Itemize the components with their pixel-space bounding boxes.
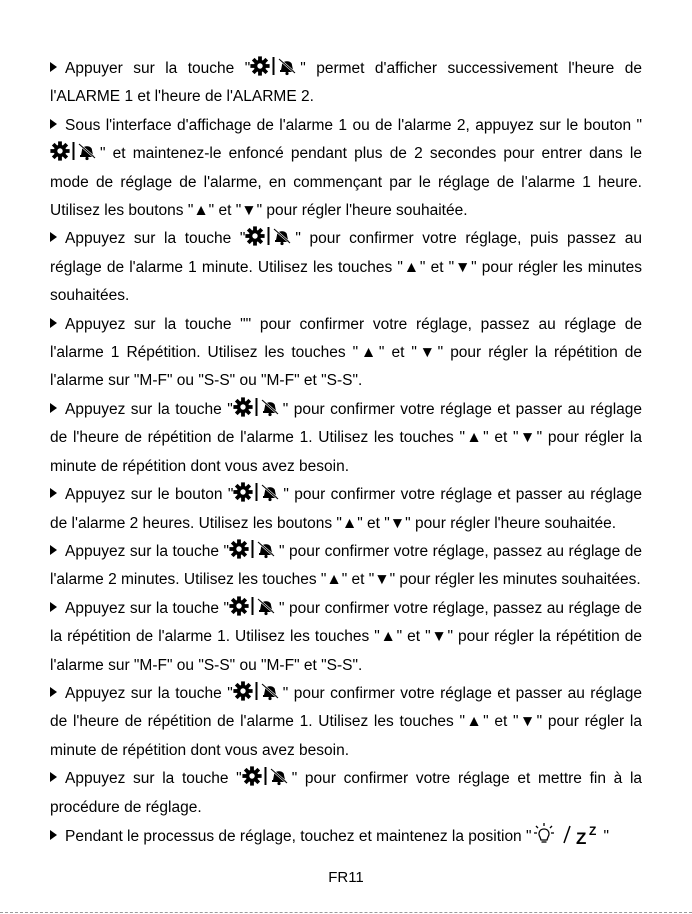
triangle-bullet-icon [50,830,57,840]
page-bottom-divider [0,912,692,913]
paragraph-text: " et maintenez-le enfoncé pendant plus de 2 secondes pour entrer dans le mode de réglage de l'alarme, en commençant par le réglage de l'alarme 1 heure. Utilisez les boutons "▲" et "▼" pour régler l'heure souhaitée. [50,145,642,220]
gear-bell-icon [242,766,292,786]
paragraph-text: Appuyez sur la touche " [65,230,246,248]
paragraph-text: Appuyez sur la touche " [65,400,233,418]
gear-bell-icon [233,681,283,701]
svg-text:Z: Z [588,823,596,838]
triangle-bullet-icon [50,232,57,242]
gear-bell-icon [229,596,279,616]
paragraph-text: Sous l'interface d'affichage de l'alarme 1 ou de l'alarme 2, appuyez sur le bouton " [65,116,642,134]
gear-bell-icon [50,141,100,161]
instruction-paragraph [50,538,642,595]
paragraph-text: Appuyer sur la touche " [65,60,251,77]
triangle-bullet-icon [50,318,57,328]
paragraph-text: Pendant le processus de réglage, touchez et maintenez la position " [65,827,532,845]
instruction-paragraph [50,311,642,396]
triangle-bullet-icon [50,488,57,498]
triangle-bullet-icon [50,545,57,555]
triangle-bullet-icon [50,119,57,129]
paragraph-text: Appuyez sur la touche " [65,684,233,702]
paragraph-text: " pour confirmer votre réglage, passez au réglage de la répétition de l'alarme 1. Utilisez les touches "▲" et "▼" pour régler la répétition de l'alarme sur "M-F" ou "S-S" ou "M-F" et "S-S". [50,599,643,674]
instruction-paragraph [50,225,642,310]
instruction-paragraph [50,481,642,538]
svg-text:Z: Z [575,828,586,846]
instruction-paragraph [50,595,642,680]
gear-bell-icon [233,397,283,417]
page-number: FR11 [328,869,364,886]
paragraph-text: Appuyez sur le bouton " [65,486,234,504]
instruction-paragraph [50,55,642,112]
paragraph-text: " permet d'afficher successivement l'heure de l'ALARME 1 et l'heure de l'ALARME 2. [50,60,642,106]
instruction-paragraph [50,680,642,765]
paragraph-text: " [603,827,610,845]
paragraph-text: " pour confirmer votre réglage et passer au réglage de l'heure de répétition de l'alarme 1. Utilisez les touches "▲" et "▼" pour régler la minute de répétition dont vous avez besoin. [50,400,642,475]
instruction-paragraph [50,822,642,851]
paragraph-text: " pour confirmer votre réglage et mettre fin à la procédure de réglage. [50,770,643,816]
instruction-paragraph [50,396,642,481]
paragraph-text: Appuyez sur la touche " [65,770,242,788]
triangle-bullet-icon [50,602,57,612]
triangle-bullet-icon [50,403,57,413]
gear-bell-icon [250,56,300,76]
paragraph-text: " pour confirmer votre réglage, passez au réglage de l'alarme 2 minutes. Utilisez les touches "▲" et "▼" pour régler les minutes souhaitées. [50,542,643,589]
gear-bell-icon [245,226,295,246]
paragraph-text: " pour confirmer votre réglage, puis passez au réglage de l'alarme 1 minute. Utilisez les touches "▲" et "▼" pour régler les minutes souhaitées. [50,230,642,305]
paragraph-text: Appuyez sur la touche " [65,542,230,560]
gear-bell-icon [233,482,283,502]
light-snooze-icon [532,822,604,846]
paragraph-text: " pour confirmer votre réglage et passer au réglage de l'heure de répétition de l'alarme 1. Utilisez les touches "▲" et "▼" pour régler la minute de répétition dont vous avez besoin. [50,684,642,759]
gear-bell-icon [229,539,279,559]
document-body [50,55,642,851]
instruction-paragraph [50,765,642,822]
triangle-bullet-icon [50,772,57,782]
paragraph-text: Appuyez sur la touche " [65,599,230,617]
paragraph-text: Appuyez sur la touche "" pour confirmer votre réglage, passez au réglage de l'alarme 1 Répétition. Utilisez les touches "▲" et "▼" pour régler la répétition de l'alarme sur "M-F" ou "S-S" ou "M-F" et "S-S". [50,315,642,390]
triangle-bullet-icon [50,687,57,697]
paragraph-text: " pour confirmer votre réglage et passer au réglage de l'alarme 2 heures. Utilisez les boutons "▲" et "▼" pour régler l'heure souhaitée. [50,486,642,532]
instruction-paragraph [50,112,642,226]
triangle-bullet-icon [50,62,57,72]
